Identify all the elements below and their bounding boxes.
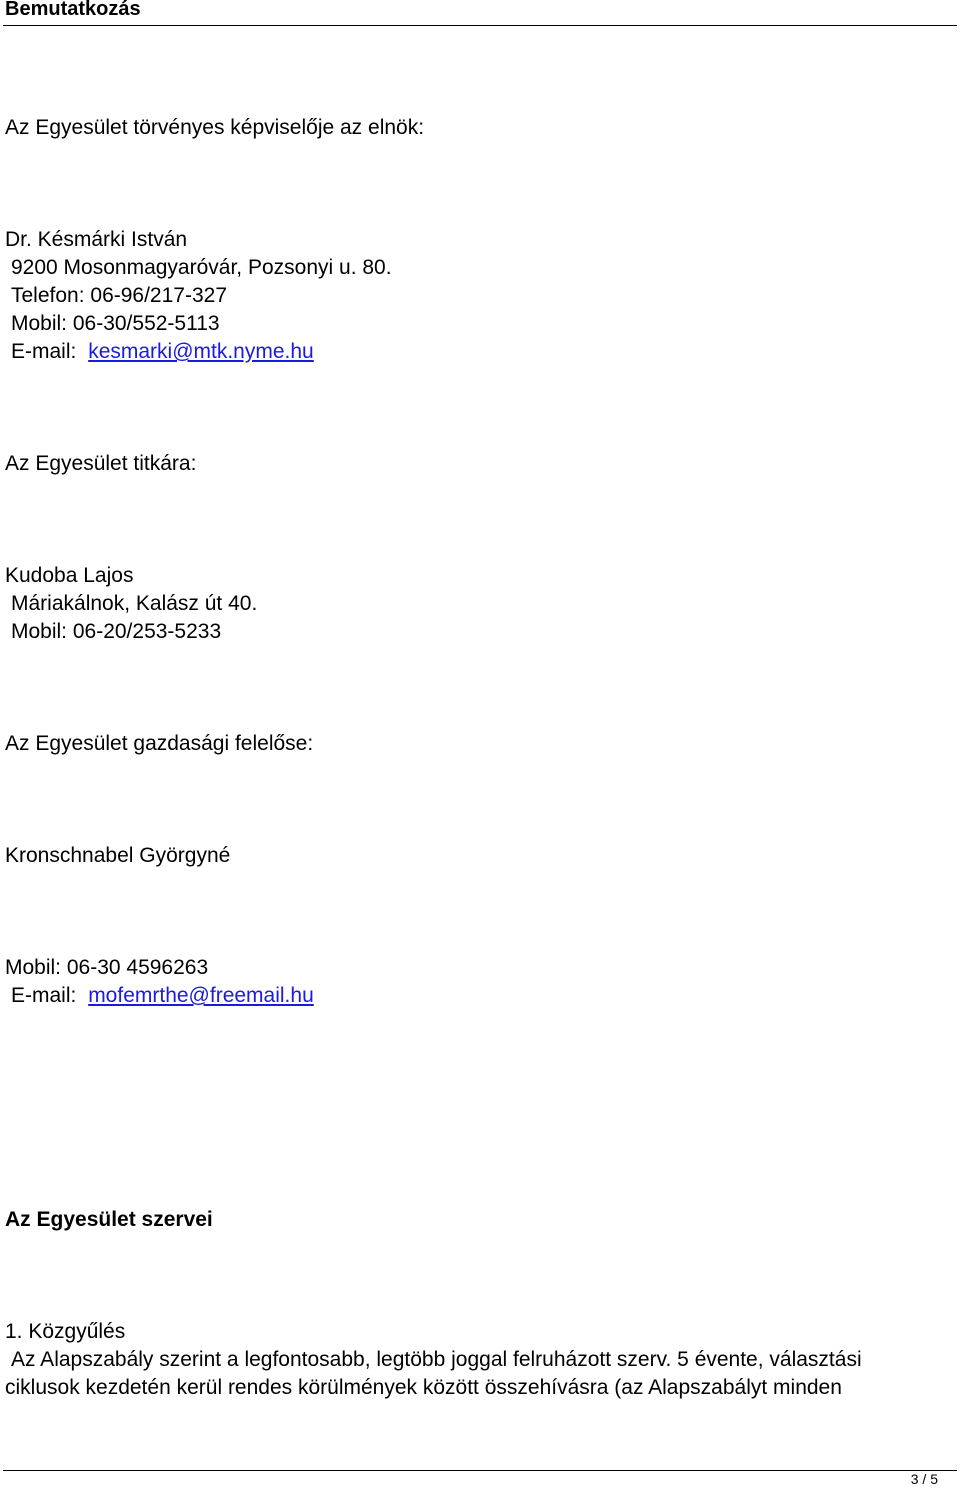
treasurer-name: Kronschnabel Györgyné: [5, 844, 231, 867]
president-email-link[interactable]: kesmarki@mtk.nyme.hu: [88, 340, 314, 363]
page-number: 3 / 5: [910, 1471, 938, 1487]
president-address: 9200 Mosonmagyaróvár, Pozsonyi u. 80.: [11, 256, 392, 279]
treasurer-email-line: [11, 983, 314, 1009]
president-heading: Az Egyesület törvényes képviselője az elnök:: [5, 116, 425, 139]
president-email-line: [11, 339, 314, 365]
header-divider: [3, 25, 957, 26]
organs-heading: Az Egyesület szervei: [5, 1208, 213, 1231]
organs-item-title: 1. Közgyűlés: [5, 1320, 126, 1343]
secretary-address: Máriakálnok, Kalász út 40.: [11, 592, 258, 615]
treasurer-heading: Az Egyesület gazdasági felelőse:: [5, 732, 314, 755]
organs-text-line-2: ciklusok kezdetén kerül rendes körülmények között összehívásra (az Alapszabályt minden: [5, 1376, 842, 1399]
treasurer-mobile: Mobil: 06-30 4596263: [5, 956, 209, 979]
secretary-mobile: Mobil: 06-20/253-5233: [11, 620, 222, 643]
treasurer-email-label: E-mail:: [11, 984, 77, 1007]
page-header-title: Bemutatkozás: [5, 0, 141, 20]
footer-divider: [3, 1470, 957, 1471]
president-name: Dr. Késmárki István: [5, 228, 188, 251]
president-mobile: Mobil: 06-30/552-5113: [11, 312, 220, 335]
president-email-label: E-mail:: [11, 340, 77, 363]
secretary-heading: Az Egyesület titkára:: [5, 452, 197, 475]
secretary-name: Kudoba Lajos: [5, 564, 134, 587]
organs-text-line-1: Az Alapszabály szerint a legfontosabb, legtöbb joggal felruházott szerv. 5 évente, választási: [11, 1348, 862, 1371]
treasurer-email-link[interactable]: mofemrthe@freemail.hu: [88, 984, 314, 1007]
president-phone: Telefon: 06-96/217-327: [11, 284, 227, 307]
